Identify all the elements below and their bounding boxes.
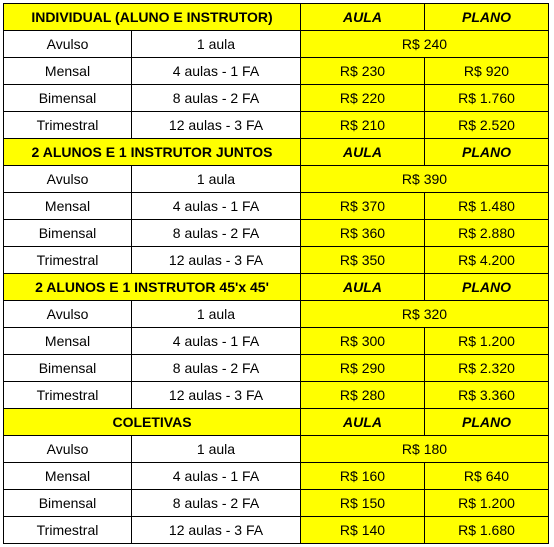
column-header-plano: PLANO bbox=[425, 139, 549, 166]
plano-price: R$ 920 bbox=[425, 58, 549, 85]
table-row bbox=[4, 490, 549, 517]
table-row bbox=[4, 517, 549, 544]
column-header-aula: AULA bbox=[301, 409, 425, 436]
row-label: Mensal bbox=[4, 328, 132, 355]
row-label: Bimensal bbox=[4, 355, 132, 382]
table-row-avulso bbox=[4, 301, 549, 328]
row-qty: 1 aula bbox=[132, 31, 301, 58]
table-row bbox=[4, 382, 549, 409]
row-label: Mensal bbox=[4, 193, 132, 220]
section-title: 2 ALUNOS E 1 INSTRUTOR JUNTOS bbox=[4, 139, 301, 166]
row-qty: 8 aulas - 2 FA bbox=[132, 490, 301, 517]
row-label: Bimensal bbox=[4, 85, 132, 112]
table-row bbox=[4, 328, 549, 355]
row-label: Avulso bbox=[4, 166, 132, 193]
row-qty: 12 aulas - 3 FA bbox=[132, 247, 301, 274]
plano-price: R$ 1.680 bbox=[425, 517, 549, 544]
aula-price: R$ 360 bbox=[301, 220, 425, 247]
table-row bbox=[4, 463, 549, 490]
plano-price: R$ 1.760 bbox=[425, 85, 549, 112]
aula-price: R$ 150 bbox=[301, 490, 425, 517]
section-title: COLETIVAS bbox=[4, 409, 301, 436]
column-header-aula: AULA bbox=[301, 274, 425, 301]
row-label: Avulso bbox=[4, 31, 132, 58]
aula-price: R$ 220 bbox=[301, 85, 425, 112]
row-qty: 1 aula bbox=[132, 301, 301, 328]
plano-price: R$ 1.200 bbox=[425, 490, 549, 517]
table-row bbox=[4, 355, 549, 382]
row-label: Trimestral bbox=[4, 112, 132, 139]
avulso-price: R$ 180 bbox=[301, 436, 549, 463]
column-header-plano: PLANO bbox=[425, 274, 549, 301]
table-row bbox=[4, 220, 549, 247]
row-label: Bimensal bbox=[4, 220, 132, 247]
row-label: Avulso bbox=[4, 436, 132, 463]
table-row bbox=[4, 58, 549, 85]
price-table bbox=[3, 3, 549, 544]
table-row bbox=[4, 247, 549, 274]
aula-price: R$ 290 bbox=[301, 355, 425, 382]
avulso-price: R$ 390 bbox=[301, 166, 549, 193]
aula-price: R$ 370 bbox=[301, 193, 425, 220]
plano-price: R$ 640 bbox=[425, 463, 549, 490]
plano-price: R$ 3.360 bbox=[425, 382, 549, 409]
row-qty: 8 aulas - 2 FA bbox=[132, 220, 301, 247]
plano-price: R$ 1.480 bbox=[425, 193, 549, 220]
plano-price: R$ 1.200 bbox=[425, 328, 549, 355]
aula-price: R$ 280 bbox=[301, 382, 425, 409]
row-qty: 8 aulas - 2 FA bbox=[132, 355, 301, 382]
aula-price: R$ 210 bbox=[301, 112, 425, 139]
plano-price: R$ 2.320 bbox=[425, 355, 549, 382]
table-row bbox=[4, 193, 549, 220]
row-qty: 12 aulas - 3 FA bbox=[132, 517, 301, 544]
table-row-avulso bbox=[4, 166, 549, 193]
column-header-aula: AULA bbox=[301, 4, 425, 31]
plano-price: R$ 2.520 bbox=[425, 112, 549, 139]
row-qty: 4 aulas - 1 FA bbox=[132, 193, 301, 220]
row-qty: 4 aulas - 1 FA bbox=[132, 463, 301, 490]
row-qty: 4 aulas - 1 FA bbox=[132, 328, 301, 355]
aula-price: R$ 350 bbox=[301, 247, 425, 274]
column-header-aula: AULA bbox=[301, 139, 425, 166]
aula-price: R$ 140 bbox=[301, 517, 425, 544]
row-qty: 8 aulas - 2 FA bbox=[132, 85, 301, 112]
table-row-avulso bbox=[4, 31, 549, 58]
aula-price: R$ 160 bbox=[301, 463, 425, 490]
row-label: Mensal bbox=[4, 58, 132, 85]
row-qty: 12 aulas - 3 FA bbox=[132, 382, 301, 409]
row-label: Bimensal bbox=[4, 490, 132, 517]
aula-price: R$ 300 bbox=[301, 328, 425, 355]
row-label: Trimestral bbox=[4, 382, 132, 409]
price-table-container bbox=[3, 3, 549, 544]
row-qty: 4 aulas - 1 FA bbox=[132, 58, 301, 85]
row-label: Trimestral bbox=[4, 247, 132, 274]
table-row-avulso bbox=[4, 436, 549, 463]
table-row bbox=[4, 85, 549, 112]
row-qty: 1 aula bbox=[132, 436, 301, 463]
section-header bbox=[4, 409, 549, 436]
row-label: Avulso bbox=[4, 301, 132, 328]
row-label: Mensal bbox=[4, 463, 132, 490]
aula-price: R$ 230 bbox=[301, 58, 425, 85]
avulso-price: R$ 240 bbox=[301, 31, 549, 58]
section-header bbox=[4, 4, 549, 31]
avulso-price: R$ 320 bbox=[301, 301, 549, 328]
section-title: INDIVIDUAL (ALUNO E INSTRUTOR) bbox=[4, 4, 301, 31]
row-qty: 1 aula bbox=[132, 166, 301, 193]
table-row bbox=[4, 112, 549, 139]
column-header-plano: PLANO bbox=[425, 409, 549, 436]
plano-price: R$ 2.880 bbox=[425, 220, 549, 247]
plano-price: R$ 4.200 bbox=[425, 247, 549, 274]
column-header-plano: PLANO bbox=[425, 4, 549, 31]
section-title: 2 ALUNOS E 1 INSTRUTOR 45'x 45' bbox=[4, 274, 301, 301]
section-header bbox=[4, 139, 549, 166]
section-header bbox=[4, 274, 549, 301]
row-qty: 12 aulas - 3 FA bbox=[132, 112, 301, 139]
row-label: Trimestral bbox=[4, 517, 132, 544]
